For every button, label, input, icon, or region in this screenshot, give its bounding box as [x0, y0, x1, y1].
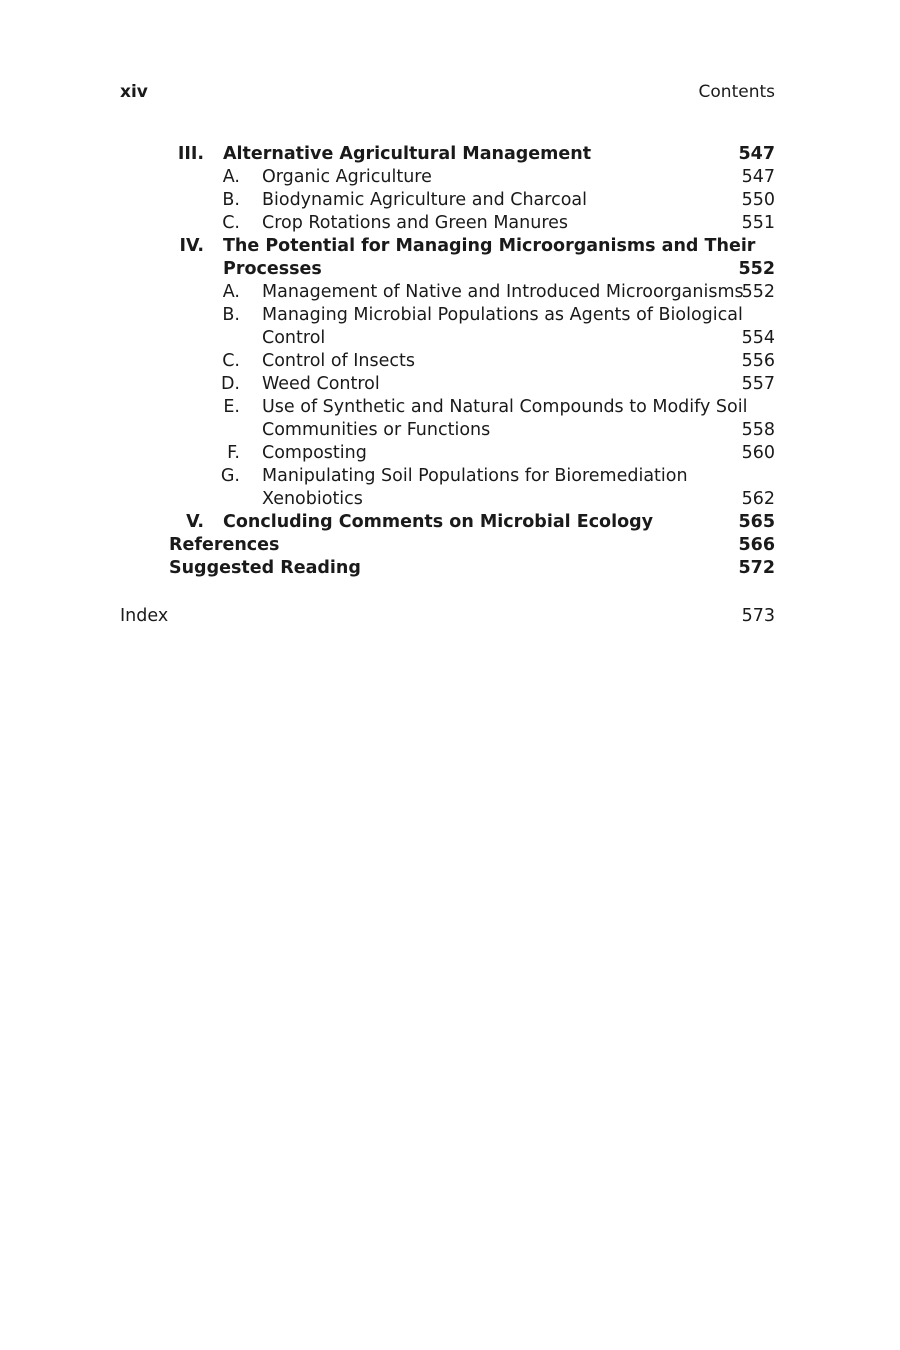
spacer: [0, 580, 900, 605]
table-of-contents: [0, 143, 900, 628]
subsection-title-line1: Manipulating Soil Populations for Bioremediation: [262, 466, 688, 486]
subsection-title: Composting: [262, 443, 367, 463]
section-number: V.: [186, 512, 204, 532]
subsection-title-line2: Communities or Functions: [262, 420, 491, 440]
toc-subsection[interactable]: [0, 350, 900, 373]
page-ref: 573: [741, 606, 775, 626]
references-title: References: [169, 535, 280, 555]
toc-subsection[interactable]: [0, 212, 900, 235]
page-ref: 556: [741, 351, 775, 371]
toc-subsection[interactable]: [0, 281, 900, 304]
toc-section-v[interactable]: [0, 511, 900, 534]
toc-section-iii[interactable]: [0, 143, 900, 166]
subsection-letter: G.: [220, 466, 240, 486]
page-ref: 551: [741, 213, 775, 233]
page-ref: 554: [741, 328, 775, 348]
section-title-line1: The Potential for Managing Microorganisms and Their: [223, 236, 756, 256]
subsection-title: Organic Agriculture: [262, 167, 432, 187]
toc-subsection[interactable]: [0, 304, 900, 327]
subsection-letter: B.: [222, 305, 240, 325]
toc-subsection[interactable]: [0, 189, 900, 212]
subsection-letter: F.: [227, 443, 240, 463]
subsection-letter: A.: [222, 167, 240, 187]
page-ref: 566: [738, 535, 775, 555]
page-ref: 565: [738, 512, 775, 532]
toc-subsection[interactable]: [0, 442, 900, 465]
subsection-title: Control of Insects: [262, 351, 415, 371]
index-title: Index: [120, 606, 169, 626]
subsection-title-line1: Use of Synthetic and Natural Compounds to Modify Soil: [262, 397, 748, 417]
page-ref: 558: [741, 420, 775, 440]
subsection-letter: A.: [222, 282, 240, 302]
toc-references[interactable]: [0, 534, 900, 557]
subsection-letter: D.: [220, 374, 240, 394]
toc-subsection-cont[interactable]: [0, 419, 900, 442]
page-header: [120, 82, 775, 106]
section-title-line2: Processes: [223, 259, 322, 279]
subsection-title-line2: Xenobiotics: [262, 489, 363, 509]
subsection-title: Biodynamic Agriculture and Charcoal: [262, 190, 587, 210]
subsection-letter: B.: [222, 190, 240, 210]
toc-subsection-cont[interactable]: [0, 327, 900, 350]
page-ref: 560: [741, 443, 775, 463]
toc-section-iv[interactable]: [0, 235, 900, 258]
toc-index[interactable]: [0, 605, 900, 628]
page-ref: 552: [741, 282, 775, 302]
subsection-title: Weed Control: [262, 374, 380, 394]
toc-suggested-reading[interactable]: [0, 557, 900, 580]
running-title: Contents: [698, 82, 775, 102]
subsection-title-line2: Control: [262, 328, 326, 348]
page-ref: 547: [741, 167, 775, 187]
page-ref: 547: [738, 144, 775, 164]
section-number: III.: [177, 144, 204, 164]
toc-subsection[interactable]: [0, 166, 900, 189]
page-ref: 550: [741, 190, 775, 210]
section-title: Concluding Comments on Microbial Ecology: [223, 512, 654, 532]
page-ref: 557: [741, 374, 775, 394]
toc-subsection[interactable]: [0, 373, 900, 396]
subsection-letter: E.: [223, 397, 240, 417]
subsection-title: Management of Native and Introduced Microorganisms: [262, 282, 744, 302]
subsection-title: Crop Rotations and Green Manures: [262, 213, 569, 233]
section-number: IV.: [179, 236, 204, 256]
subsection-letter: C.: [222, 213, 240, 233]
section-title: Alternative Agricultural Management: [223, 144, 592, 164]
toc-section-iv-cont[interactable]: [0, 258, 900, 281]
suggested-reading-title: Suggested Reading: [169, 558, 361, 578]
page-ref: 562: [741, 489, 775, 509]
toc-subsection[interactable]: [0, 465, 900, 488]
page-number: xiv: [120, 82, 148, 102]
toc-subsection-cont[interactable]: [0, 488, 900, 511]
subsection-title-line1: Managing Microbial Populations as Agents of Biological: [262, 305, 743, 325]
subsection-letter: C.: [222, 351, 240, 371]
page-ref: 552: [738, 259, 775, 279]
page-ref: 572: [738, 558, 775, 578]
toc-subsection[interactable]: [0, 396, 900, 419]
